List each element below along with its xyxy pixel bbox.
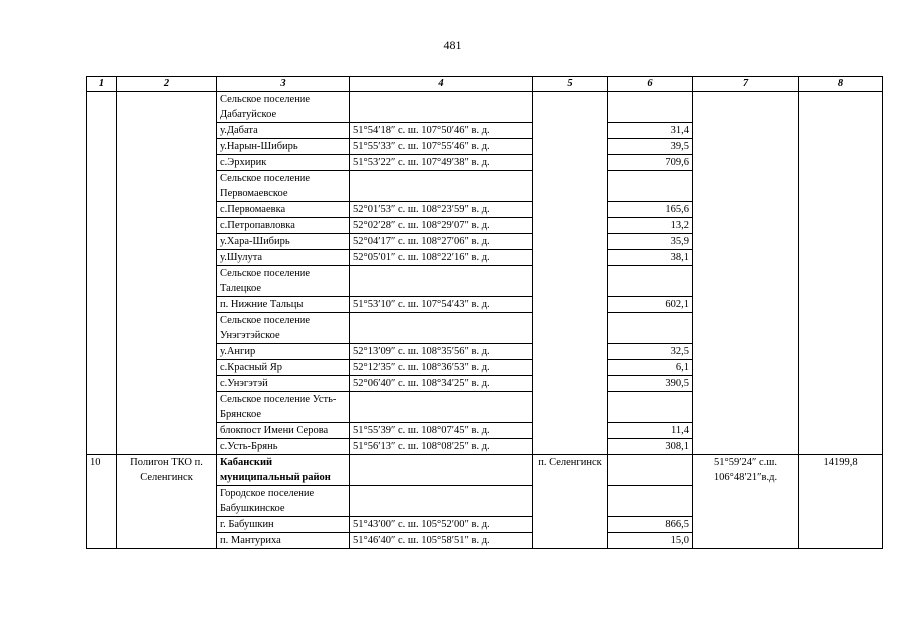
cell-name: у.Хара-Шибирь bbox=[217, 234, 350, 250]
cell-name: с.Эрхирик bbox=[217, 155, 350, 171]
cell-coords-empty bbox=[350, 455, 533, 486]
col-header: 5 bbox=[533, 77, 608, 92]
cell-coords bbox=[350, 171, 533, 202]
cell-value: 709,6 bbox=[608, 155, 693, 171]
table-row bbox=[87, 455, 883, 486]
cell-coords: 52°13′09″ с. ш. 108°35′56″ в. д. bbox=[350, 344, 533, 360]
cell-object-empty bbox=[117, 92, 217, 455]
cell-value bbox=[608, 92, 693, 123]
cell-location: п. Селенгинск bbox=[533, 455, 608, 549]
cell-value bbox=[608, 392, 693, 423]
cell-value: 11,4 bbox=[608, 423, 693, 439]
cell-name: с.Красный Яр bbox=[217, 360, 350, 376]
cell-value bbox=[608, 313, 693, 344]
cell-coords: 52°01′53″ с. ш. 108°23′59″ в. д. bbox=[350, 202, 533, 218]
cell-value: 35,9 bbox=[608, 234, 693, 250]
cell-coords: 52°04′17″ с. ш. 108°27′06″ в. д. bbox=[350, 234, 533, 250]
cell-coords: 52°06′40″ с. ш. 108°34′25″ в. д. bbox=[350, 376, 533, 392]
cell-location-empty bbox=[533, 92, 608, 455]
cell-object-name: Полигон ТКО п. Селенгинск bbox=[117, 455, 217, 549]
cell-value: 308,1 bbox=[608, 439, 693, 455]
cell-num-empty bbox=[87, 92, 117, 455]
table-row bbox=[87, 92, 883, 123]
cell-entry-number: 10 bbox=[87, 455, 117, 549]
cell-coords: 51°55′39″ с. ш. 108°07′45″ в. д. bbox=[350, 423, 533, 439]
cell-coords: 51°53′22″ с. ш. 107°49′38″ в. д. bbox=[350, 155, 533, 171]
cell-coords: 51°46′40″ с. ш. 105°58′51″ в. д. bbox=[350, 533, 533, 549]
cell-name: с.Унэгэтэй bbox=[217, 376, 350, 392]
cell-coords bbox=[350, 486, 533, 517]
cell-area-empty bbox=[799, 92, 883, 455]
cell-name: с.Первомаевка bbox=[217, 202, 350, 218]
page-number: 481 bbox=[443, 38, 462, 52]
cell-value: 602,1 bbox=[608, 297, 693, 313]
col-header: 4 bbox=[350, 77, 533, 92]
cell-value: 31,4 bbox=[608, 123, 693, 139]
cell-value: 15,0 bbox=[608, 533, 693, 549]
cell-value: 32,5 bbox=[608, 344, 693, 360]
cell-value: 13,2 bbox=[608, 218, 693, 234]
cell-coords bbox=[350, 92, 533, 123]
cell-name: у.Нарын-Шибирь bbox=[217, 139, 350, 155]
cell-coords: 52°12′35″ с. ш. 108°36′53″ в. д. bbox=[350, 360, 533, 376]
cell-value-empty bbox=[608, 455, 693, 486]
col-header: 2 bbox=[117, 77, 217, 92]
cell-value: 6,1 bbox=[608, 360, 693, 376]
cell-name: у.Шулута bbox=[217, 250, 350, 266]
cell-coords: 52°02′28″ с. ш. 108°29′07″ в. д. bbox=[350, 218, 533, 234]
cell-name: у.Ангир bbox=[217, 344, 350, 360]
cell-name: Сельское поселение Дабатуйское bbox=[217, 92, 350, 123]
col-header: 8 bbox=[799, 77, 883, 92]
cell-coords bbox=[350, 313, 533, 344]
cell-coords: 51°56′13″ с. ш. 108°08′25″ в. д. bbox=[350, 439, 533, 455]
col-header: 1 bbox=[87, 77, 117, 92]
cell-district-name: Кабанский муниципальный район bbox=[217, 455, 350, 486]
cell-coords: 52°05′01″ с. ш. 108°22′16″ в. д. bbox=[350, 250, 533, 266]
cell-coords: 51°55′33″ с. ш. 107°55′46″ в. д. bbox=[350, 139, 533, 155]
cell-name: г. Бабушкин bbox=[217, 517, 350, 533]
cell-name: Городское поселение Бабушкинское bbox=[217, 486, 350, 517]
cell-value bbox=[608, 171, 693, 202]
cell-value: 38,1 bbox=[608, 250, 693, 266]
cell-coords: 51°43′00″ с. ш. 105°52′00″ в. д. bbox=[350, 517, 533, 533]
cell-coords bbox=[350, 266, 533, 297]
cell-coords: 51°54′18″ с. ш. 107°50′46″ в. д. bbox=[350, 123, 533, 139]
cell-name: Сельское поселение Первомаевское bbox=[217, 171, 350, 202]
cell-area: 14199,8 bbox=[799, 455, 883, 549]
cell-value bbox=[608, 486, 693, 517]
cell-name: с.Петропавловка bbox=[217, 218, 350, 234]
cell-object-coords: 51°59′24″ с.ш. 106°48′21″в.д. bbox=[693, 455, 799, 549]
cell-obj-coords-empty bbox=[693, 92, 799, 455]
cell-value bbox=[608, 266, 693, 297]
cell-name: п. Нижние Тальцы bbox=[217, 297, 350, 313]
cell-name: Сельское поселение Талецкое bbox=[217, 266, 350, 297]
cell-name: Сельское поселение Усть-Брянское bbox=[217, 392, 350, 423]
col-header: 6 bbox=[608, 77, 693, 92]
cell-name: Сельское поселение Унэгэтэйское bbox=[217, 313, 350, 344]
settlements-table bbox=[86, 76, 883, 549]
cell-value: 390,5 bbox=[608, 376, 693, 392]
cell-name: п. Мантуриха bbox=[217, 533, 350, 549]
cell-name: у.Дабата bbox=[217, 123, 350, 139]
col-header: 3 bbox=[217, 77, 350, 92]
cell-value: 165,6 bbox=[608, 202, 693, 218]
col-header: 7 bbox=[693, 77, 799, 92]
header-row bbox=[87, 77, 883, 92]
cell-value: 39,5 bbox=[608, 139, 693, 155]
cell-name: блокпост Имени Серова bbox=[217, 423, 350, 439]
cell-name: с.Усть-Брянь bbox=[217, 439, 350, 455]
cell-value: 866,5 bbox=[608, 517, 693, 533]
cell-coords bbox=[350, 392, 533, 423]
cell-coords: 51°53′10″ с. ш. 107°54′43″ в. д. bbox=[350, 297, 533, 313]
